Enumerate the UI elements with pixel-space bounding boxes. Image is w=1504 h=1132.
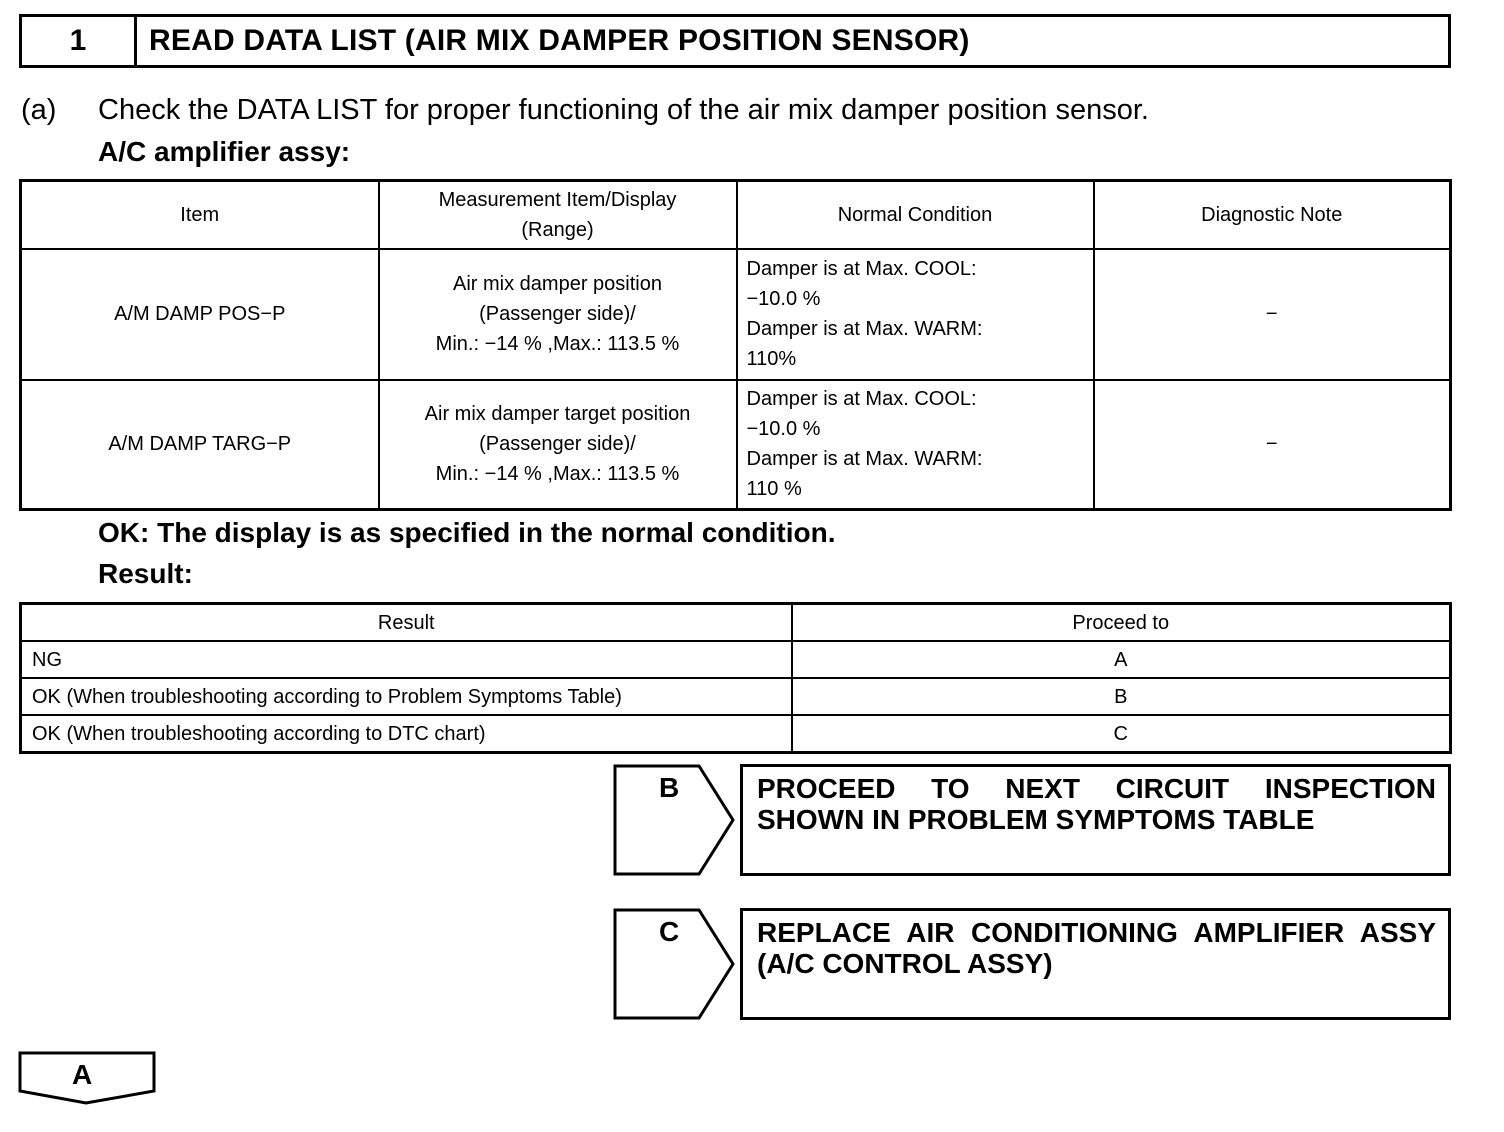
table-row [21,715,1451,753]
ok-spec [98,517,835,549]
table-row [21,380,1451,510]
result-cell: OK (When troubleshooting according to DTC chart) [21,715,792,753]
normal-line: Damper is at Max. COOL: [746,388,977,411]
proceed-cell: A [792,641,1451,678]
header-item: Item [21,181,379,249]
branch-b-action: PROCEED TO NEXT CIRCUIT INSPECTION SHOWN IN PROBLEM SYMPTOMS TABLE [740,764,1451,876]
item-cell: A/M DAMP TARG−P [21,380,379,510]
table-row [21,249,1451,380]
next-step-a-label: A [72,1059,93,1090]
normal-line: Damper is at Max. COOL: [746,258,977,280]
measurement-cell [379,380,737,510]
result-table [19,602,1452,754]
data-list-header-row [21,181,1451,249]
header-measurement [379,181,737,249]
header-result: Result [21,604,792,642]
normal-line: 110% [746,348,797,370]
proceed-cell: B [792,678,1451,715]
tester-label: A/C amplifier assy: [98,136,351,167]
result-header-row [21,604,1451,642]
table-row [21,641,1451,678]
normal-line: −10.0 % [746,288,821,310]
branch-c-label: C [659,916,680,947]
measurement-line: Min.: −14 % ,Max.: 113.5 % [435,333,680,355]
substep-text: Check the DATA LIST for proper functioning of the air mix damper position sensor. [98,94,1149,126]
normal-line: Damper is at Max. WARM: [746,318,983,340]
measurement-line: Air mix damper position [453,273,662,295]
item-cell: A/M DAMP POS−P [21,249,379,380]
diagnostic-note-cell: − [1094,380,1451,510]
branch-c-arrow [613,908,737,1020]
measurement-line: (Passenger side)/ [479,303,636,325]
result-cell: NG [21,641,792,678]
data-list-table [19,179,1452,511]
step-header [19,14,1451,68]
header-measurement-line2: (Range) [521,218,594,241]
measurement-line: (Passenger side)/ [479,433,636,456]
proceed-cell: C [792,715,1451,753]
header-diagnostic-note: Diagnostic Note [1094,181,1451,249]
normal-line: Damper is at Max. WARM: [746,448,983,471]
table-row [21,678,1451,715]
normal-line: −10.0 % [746,418,821,441]
header-normal-condition: Normal Condition [737,181,1094,249]
next-step-a-tab [18,1051,156,1105]
branch-c-action: REPLACE AIR CONDITIONING AMPLIFIER ASSY (A/C CONTROL ASSY) [740,908,1451,1020]
normal-condition-cell [737,380,1094,510]
step-title: READ DATA LIST (AIR MIX DAMPER POSITION SENSOR) [149,24,970,57]
normal-condition-cell [737,249,1094,380]
header-measurement-line1: Measurement Item/Display [438,188,677,211]
branch-b-label: B [659,772,680,803]
result-cell: OK (When troubleshooting according to Problem Symptoms Table) [21,678,792,715]
ok-text: The display is as specified in the normal condition. [157,517,836,548]
measurement-line: Air mix damper target position [424,403,691,426]
measurement-cell [379,249,737,380]
ok-label: OK: [98,517,150,548]
measurement-line: Min.: −14 % ,Max.: 113.5 % [435,463,680,486]
header-proceed-to: Proceed to [792,604,1451,642]
diagnostic-note-cell: − [1094,249,1451,380]
step-number: 1 [22,17,137,65]
branch-b-arrow [613,764,737,876]
result-label: Result: [98,558,193,589]
normal-line: 110 % [746,478,802,501]
substep-letter: (a) [21,94,57,126]
